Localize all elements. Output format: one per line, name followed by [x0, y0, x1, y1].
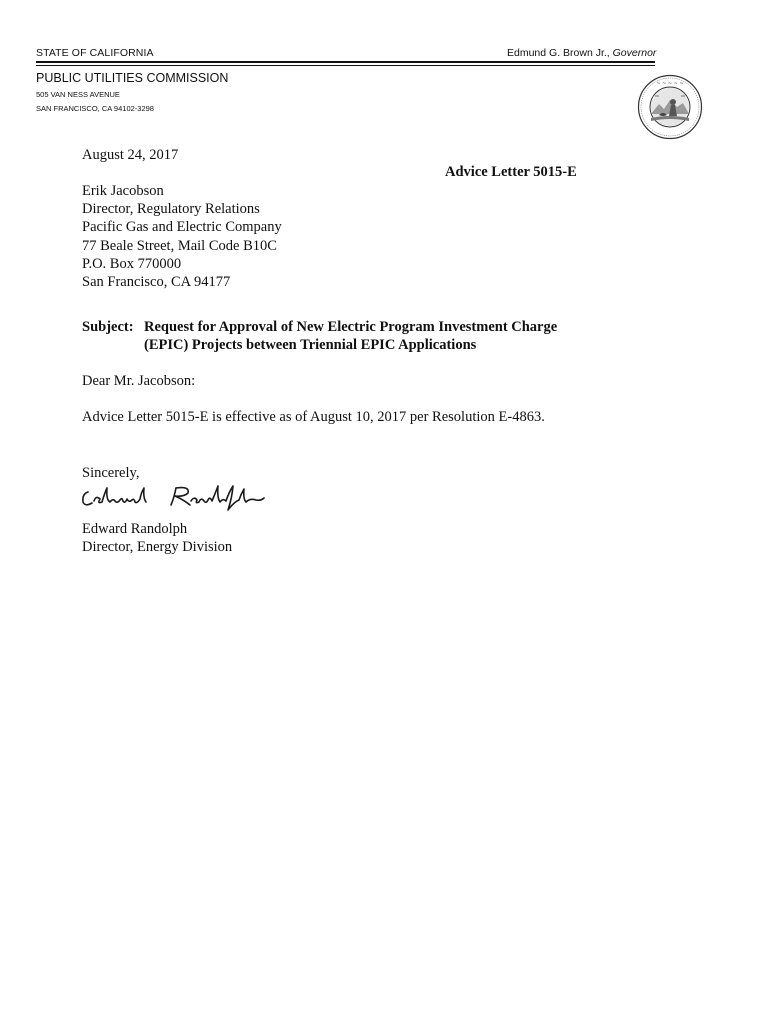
recipient-name: Erik Jacobson [82, 183, 164, 199]
recipient-company: Pacific Gas and Electric Company [82, 219, 282, 236]
salutation: Dear Mr. Jacobson: [82, 373, 196, 389]
agency-address-city: SAN FRANCISCO, CA 94102-3298 [36, 104, 154, 113]
recipient-city: San Francisco, CA 94177 [82, 273, 231, 290]
governor-name: Edmund G. Brown Jr., [507, 47, 613, 59]
svg-text:~ ~ ~ ~ ~: ~ ~ ~ ~ ~ [656, 81, 684, 87]
subject-label: Subject: [82, 319, 134, 335]
handwritten-signature-icon [78, 480, 268, 514]
recipient-street: 77 Beale Street, Mail Code B10C [82, 237, 277, 254]
recipient-address-block [82, 182, 282, 291]
header-rule-thick [36, 61, 655, 63]
signer-title: Director, Energy Division [82, 539, 233, 556]
closing: Sincerely, [82, 465, 140, 481]
subject-line [82, 318, 557, 336]
agency-address-street: 505 VAN NESS AVENUE [36, 90, 120, 99]
recipient-po-box: P.O. Box 770000 [82, 255, 182, 272]
signer-name: Edward Randolph [82, 521, 188, 537]
state-name: STATE OF CALIFORNIA [36, 47, 154, 59]
signer-block [82, 520, 232, 556]
subject-text-line1: Request for Approval of New Electric Program Investment Charge [144, 319, 558, 335]
header-rule-thin [36, 65, 655, 66]
governor-line [507, 47, 656, 59]
subject-text-line2: (EPIC) Projects between Triennial EPIC Applications [144, 337, 477, 353]
agency-name: PUBLIC UTILITIES COMMISSION [36, 71, 229, 85]
advice-letter-reference: Advice Letter 5015-E [445, 164, 577, 180]
california-state-seal-icon [637, 74, 703, 140]
governor-title: Governor [612, 47, 657, 59]
recipient-title: Director, Regulatory Relations [82, 201, 260, 218]
body-paragraph: Advice Letter 5015-E is effective as of August 10, 2017 per Resolution E-4863. [82, 409, 545, 425]
letter-date: August 24, 2017 [82, 147, 179, 163]
